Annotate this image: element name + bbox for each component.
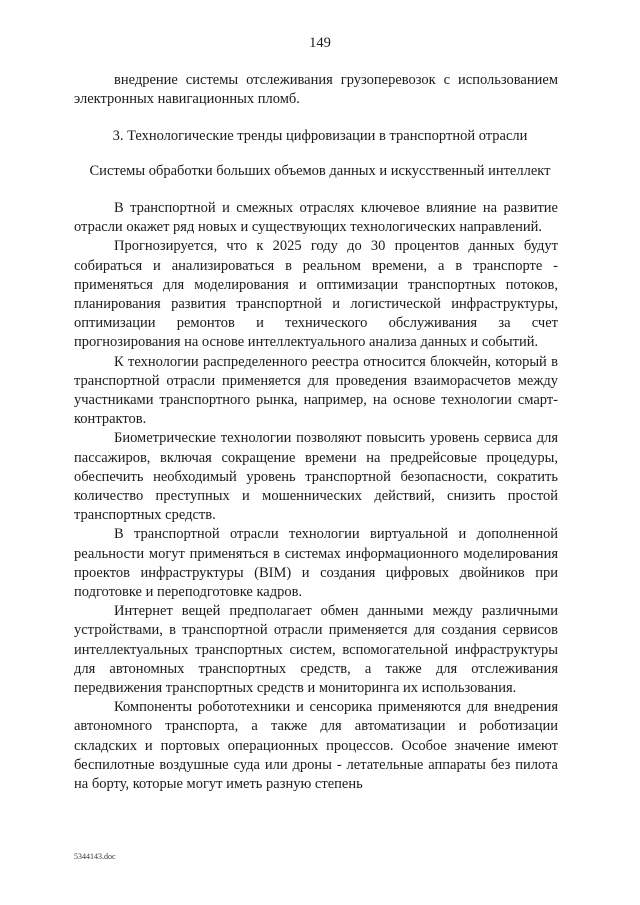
paragraph: Компоненты робототехники и сенсорика применяются для внедрения автономного транспорта, а также для автоматизации и роботизации складских и портовых операционных процессов. Особое значение имеют беспилотные воздушные суда или дроны - летательные аппараты без пилота на борту, которые могут иметь разную степень [74, 699, 558, 793]
paragraph: Интернет вещей предполагает обмен данными между различными устройствами, в транспортной отрасли применяется для создания сервисов интеллектуальных транспортных систем, вспомогательной инфраструктуры для автономных транспортных средств, а также для отслеживания передвижения транспортных средств и мониторинга их использования. [74, 603, 558, 697]
continuation-paragraph: внедрение системы отслеживания грузоперевозок с использованием электронных навигационных пломб. [74, 72, 558, 108]
body-text [74, 199, 558, 794]
paragraph: В транспортной и смежных отраслях ключевое влияние на развитие отрасли окажет ряд новых и существующих технологических направлений. [74, 200, 558, 236]
paragraph: Прогнозируется, что к 2025 году до 30 процентов данных будут собираться и анализироваться в реальном времени, а в транспорте - применяться для моделирования и оптимизации транспортных потоков, планирования развития транспортной и логистической инфраструктуры, оптимизации ремонтов и технического обслуживания за счет прогнозирования на основе интеллектуального анализа данных и событий. [74, 238, 558, 351]
paragraph: К технологии распределенного реестра относится блокчейн, который в транспортной отрасли применяется для проведения взаиморасчетов между участниками транспортного рынка, например, на основе технологии смарт-контрактов. [74, 353, 558, 428]
footer-filename: 5344143.doc [74, 852, 116, 861]
paragraph: В транспортной отрасли технологии виртуальной и дополненной реальности могут применяться в системах информационного моделирования проектов инфраструктуры (BIM) и создания цифровых двойников при подготовке и переподготовке кадров. [74, 526, 558, 601]
page-number: 149 [309, 35, 331, 51]
paragraph: Биометрические технологии позволяют повысить уровень сервиса для пассажиров, включая сокращение времени на предрейсовые процедуры, обеспечить необходимый уровень транспортной безопасности, сократить количество преступных и мошеннических действий, снизить простой транспортных средств. [74, 430, 558, 524]
subsection-heading: Системы обработки больших объемов данных и искусственный интеллект [89, 163, 551, 179]
section-heading: 3. Технологические тренды цифровизации в транспортной отрасли [112, 128, 528, 144]
